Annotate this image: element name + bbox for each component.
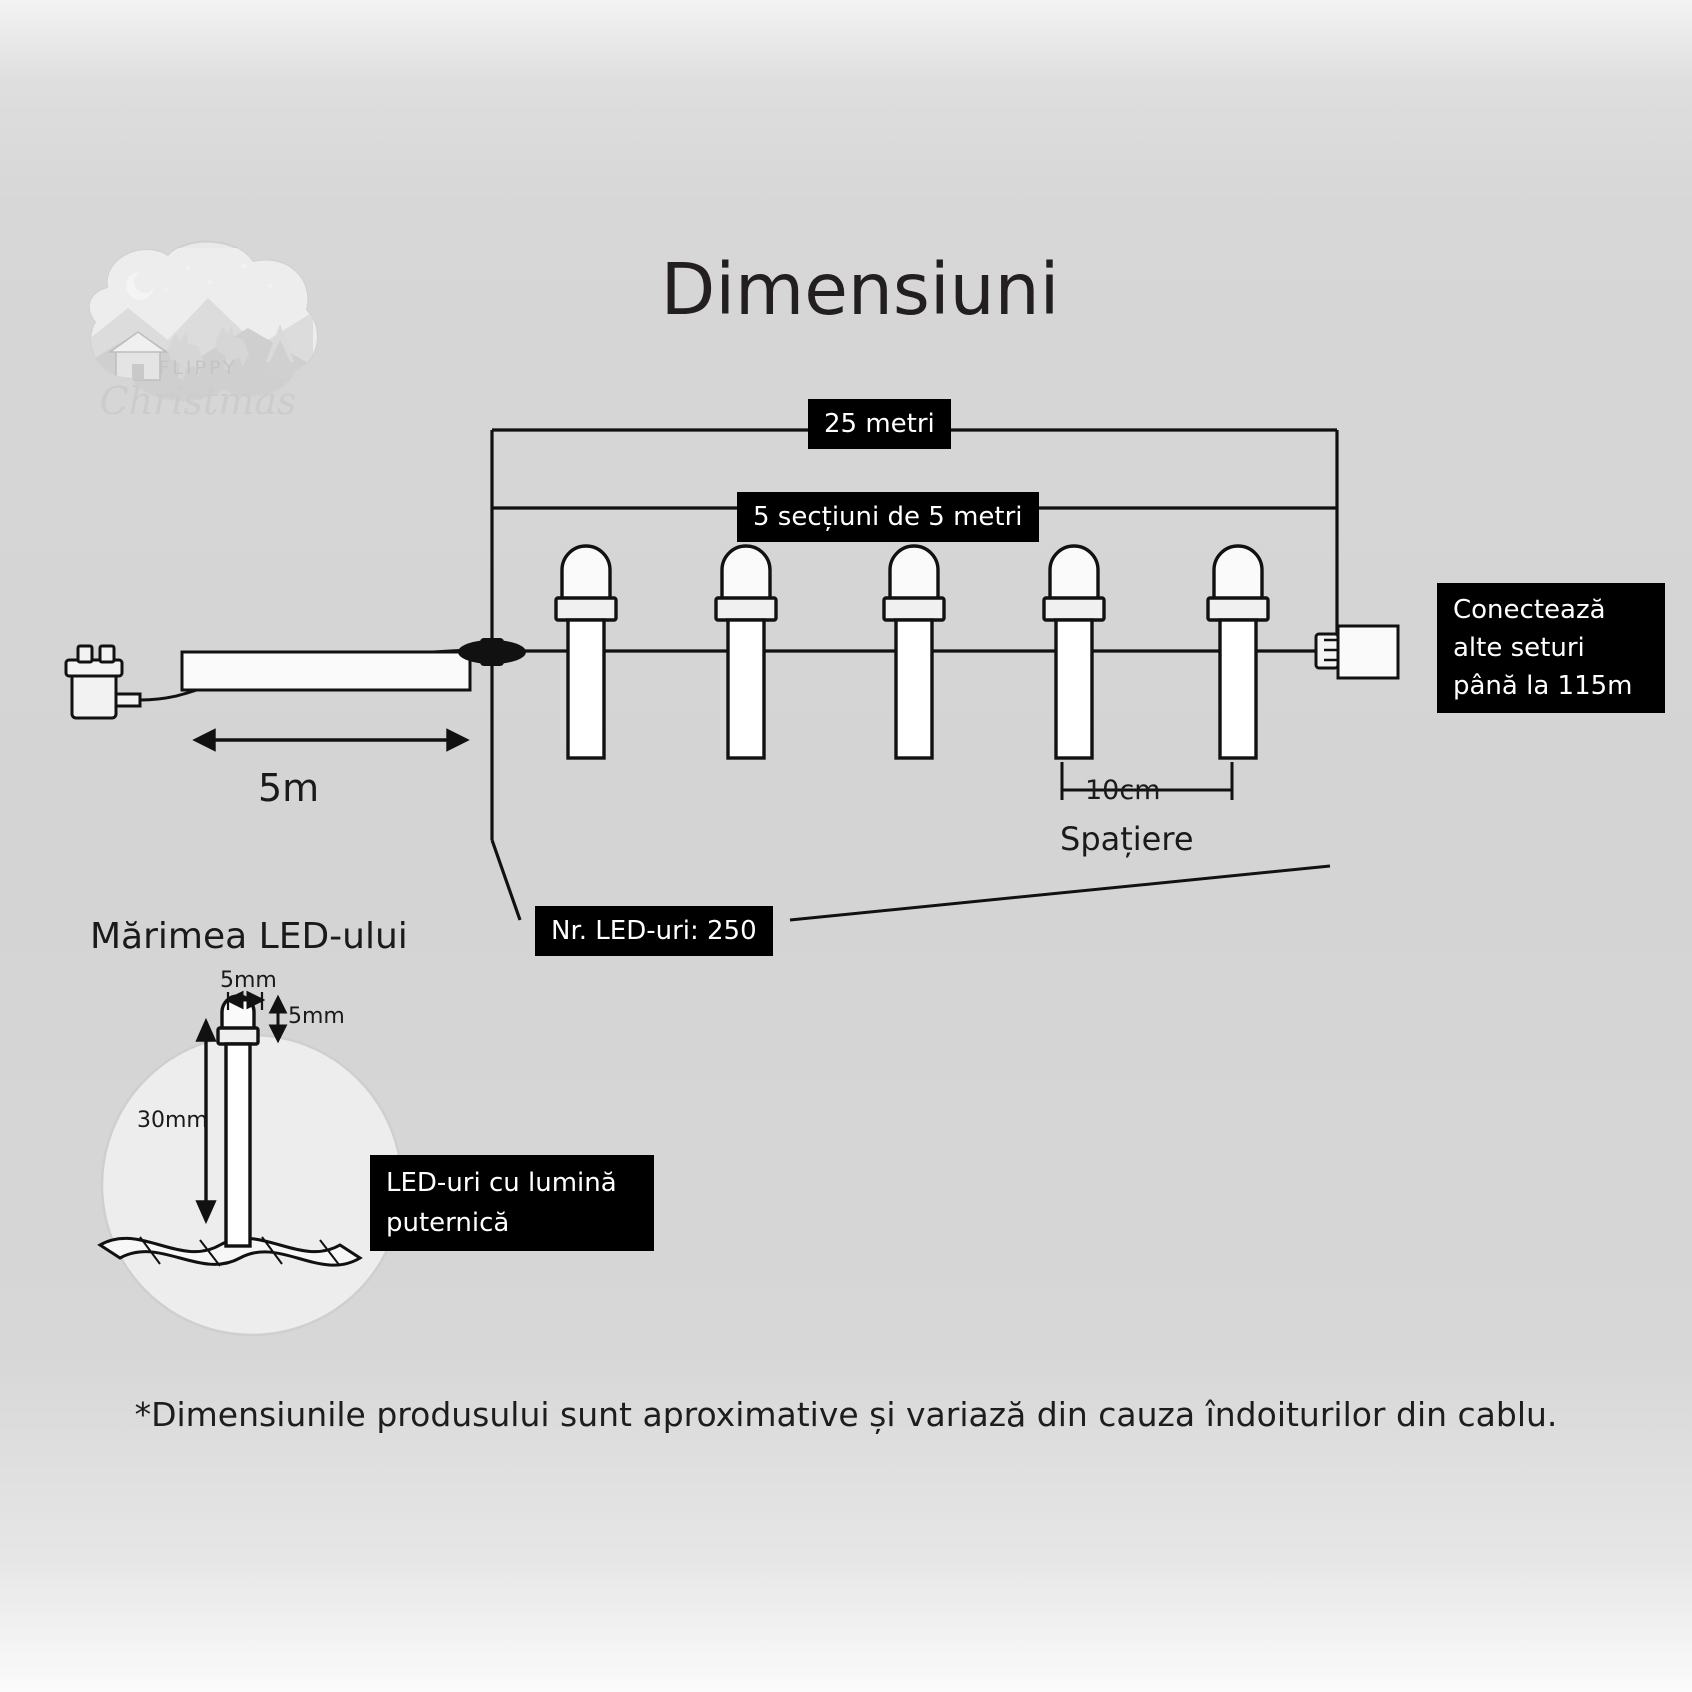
label-led-head-height: 5mm [288,1004,345,1029]
label-spacing-value: 10cm [1085,775,1161,806]
tag-sections: 5 secțiuni de 5 metri [737,492,1039,542]
label-led-size-heading: Mărimea LED-ului [90,916,408,957]
label-spacing-caption: Spațiere [1060,820,1194,858]
tag-led-count: Nr. LED-uri: 250 [535,906,773,956]
tag-led-brightness: LED-uri cu lumină puternică [370,1155,654,1251]
footnote: *Dimensiunile produsului sunt aproximative și variază din cauza îndoiturilor din cablu. [134,1395,1558,1434]
tag-total-length: 25 metri [808,399,951,449]
label-led-total-height: 30mm [137,1108,208,1133]
tag-connect-more: Conectează alte seturi până la 115m [1437,583,1665,713]
label-led-width: 5mm [220,968,277,993]
logo-brand-line2: Christmas [99,379,297,423]
label-lead-cable-length: 5m [258,766,320,810]
page-title: Dimensiuni [660,248,1060,331]
logo-brand-line1: FLIPPY [158,357,238,379]
